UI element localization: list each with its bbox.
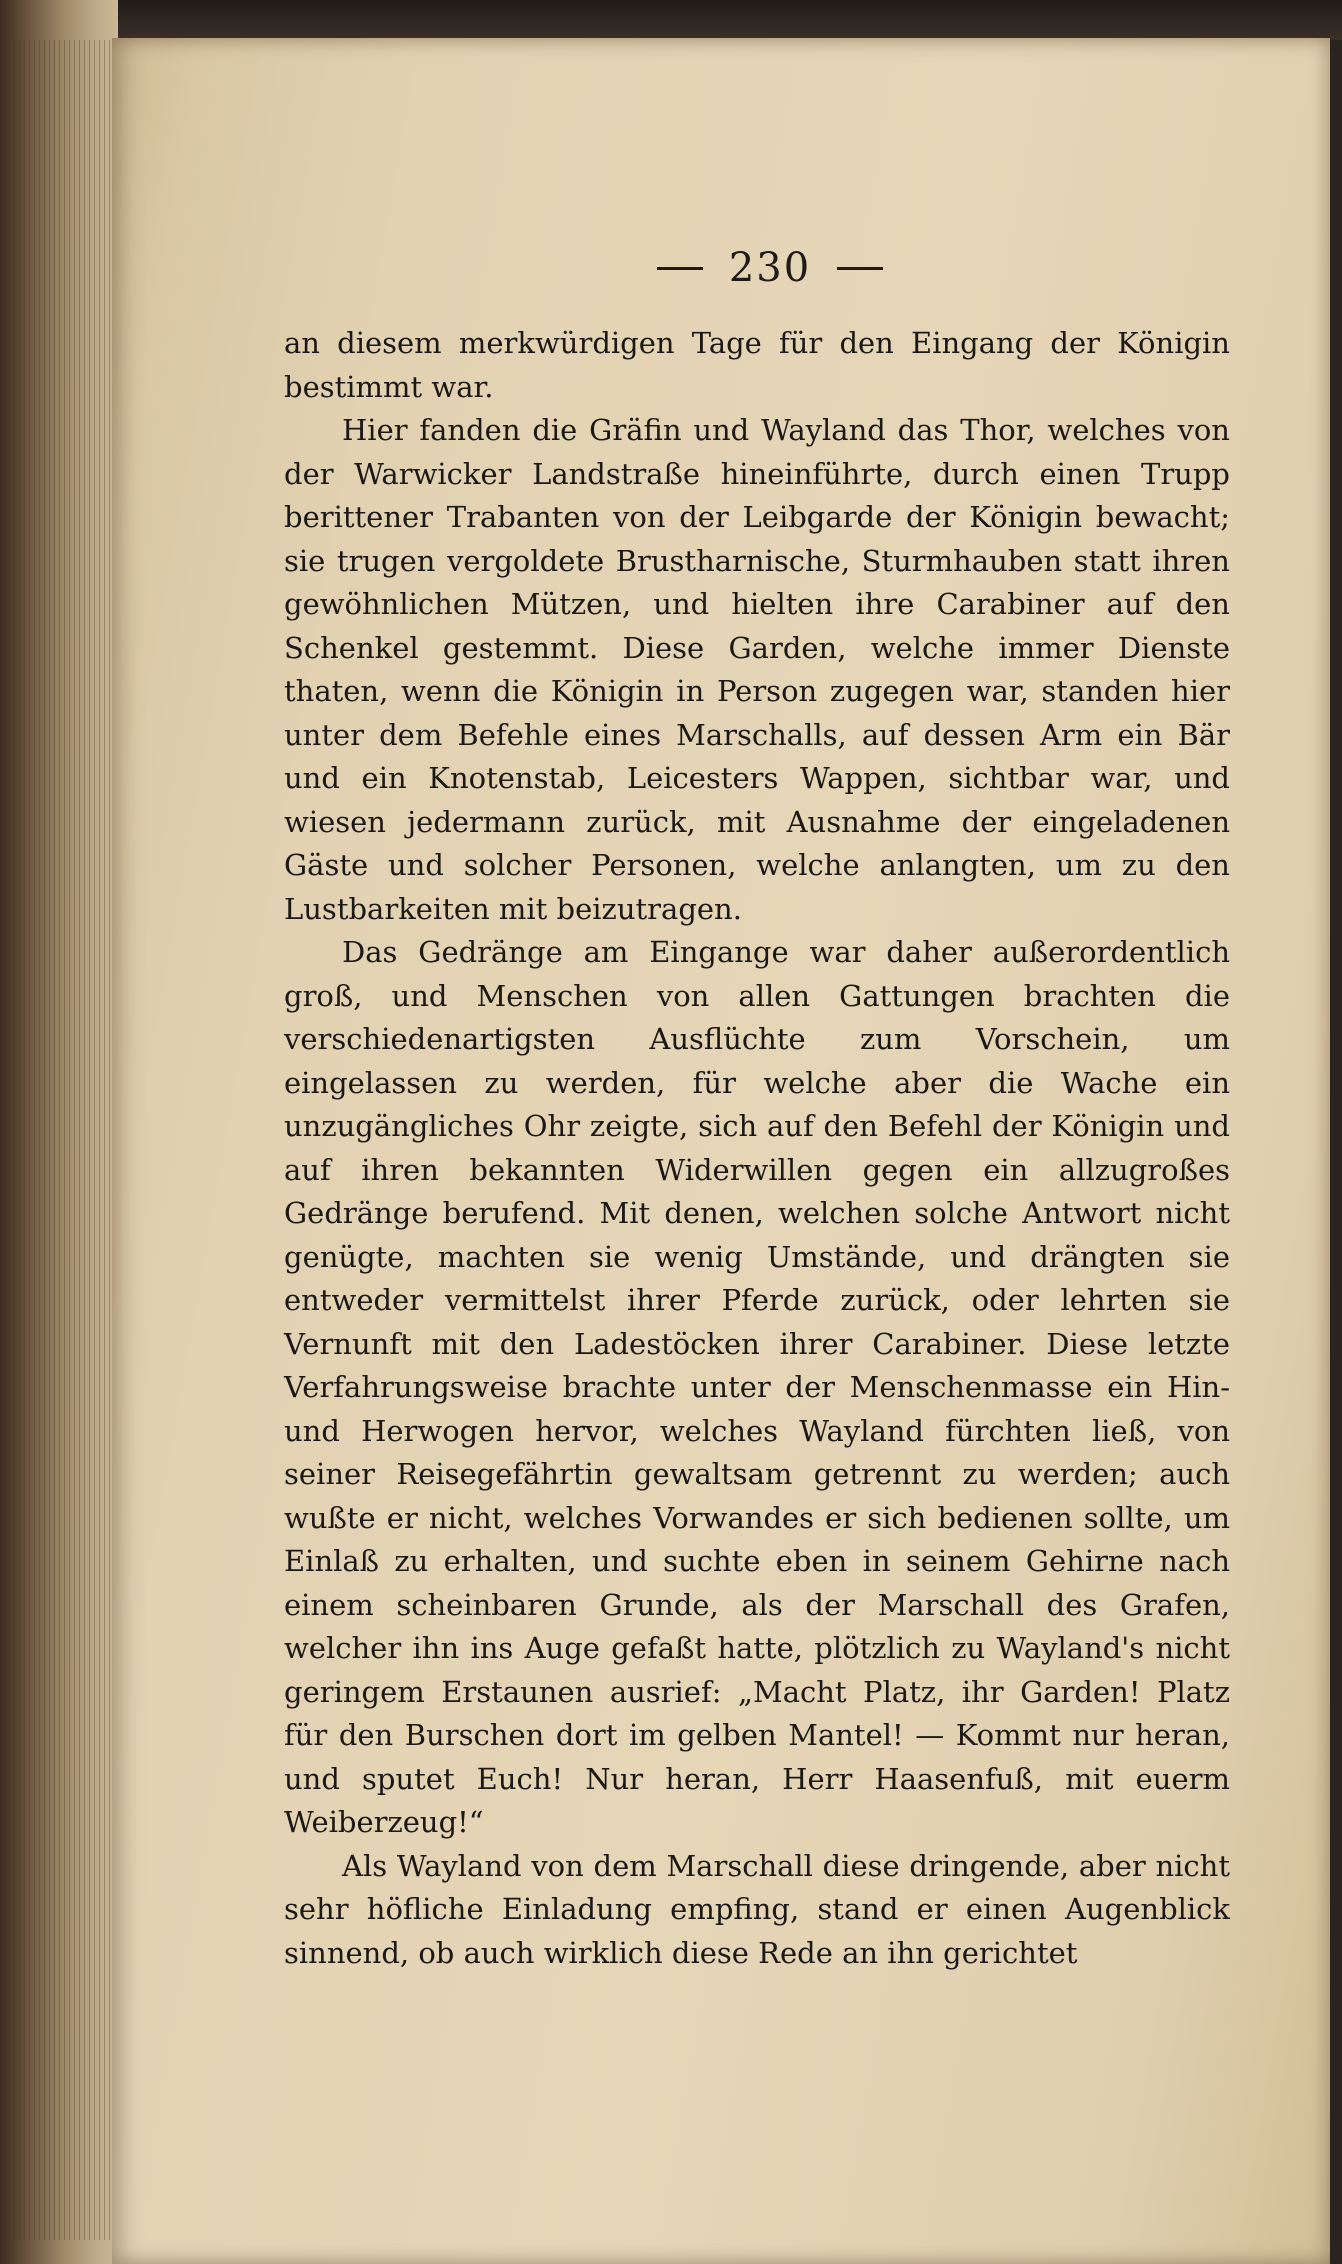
book-page-edges: [0, 0, 118, 2264]
scan-background-top: [0, 0, 1342, 40]
page-number: 230: [728, 245, 812, 291]
header-dash-left: [657, 267, 703, 270]
header-dash-right: [837, 267, 883, 270]
page-header: [620, 238, 920, 298]
page-edge-lines: [14, 40, 110, 2240]
paragraph-3: Das Gedränge am Eingange war daher außerordentlich groß, und Menschen von allen Gattungen brachten die verschiedenartigsten Ausflüchte zum Vorschein, um eingelassen zu werden, für welche aber die Wache ein unzugängliches Ohr zeigte, sich auf den Befehl der Königin und auf ihren bekannten Widerwillen gegen ein allzugroßes Gedränge berufend. Mit denen, welchen solche Antwort nicht genügte, machten sie wenig Umstände, und drängten sie entweder vermittelst ihrer Pferde zurück, oder lehrten sie Vernunft mit den Ladestöcken ihrer Carabiner. Diese letzte Verfahrungsweise brachte unter der Menschenmasse ein Hin- und Herwogen hervor, welches Wayland fürchten ließ, von seiner Reisegefährtin gewaltsam getrennt zu werden; auch wußte er nicht, welches Vorwandes er sich bedienen sollte, um Einlaß zu erhalten, und suchte eben in seinem Gehirne nach einem scheinbaren Grunde, als der Marschall des Grafen, welcher ihn ins Auge gefaßt hatte, plötzlich zu Wayland's nicht geringem Erstaunen ausrief: „Macht Platz, ihr Garden! Platz für den Burschen dort im gelben Mantel! — Kommt nur heran, und sputet Euch! Nur heran, Herr Haasenfuß, mit euerm Weiberzeug!“: [284, 935, 1230, 1839]
paragraph-4: Als Wayland von dem Marschall diese dringende, aber nicht sehr höfliche Einladung empfing, stand er einen Augenblick sinnend, ob auch wirklich diese Rede an ihn gerichtet: [284, 1848, 1230, 1970]
paragraph-2: Hier fanden die Gräfin und Wayland das Thor, welches von der Warwicker Landstraße hineinführte, durch einen Trupp berittener Trabanten von der Leibgarde der Königin bewacht; sie trugen vergoldete Brustharnische, Sturmhauben statt ihren gewöhnlichen Mützen, und hielten ihre Carabiner auf den Schenkel gestemmt. Diese Garden, welche immer Dienste thaten, wenn die Königin in Person zugegen war, standen hier unter dem Befehle eines Marschalls, auf dessen Arm ein Bär und ein Knotenstab, Leicesters Wappen, sichtbar war, und wiesen jedermann zurück, mit Ausnahme der eingeladenen Gäste und solcher Personen, welche anlangten, um zu den Lustbarkeiten mit beizutragen.: [284, 413, 1230, 926]
paragraph-1: an diesem merkwürdigen Tage für den Eingang der Königin bestimmt war.: [284, 326, 1230, 404]
body-text: [284, 322, 1230, 1975]
